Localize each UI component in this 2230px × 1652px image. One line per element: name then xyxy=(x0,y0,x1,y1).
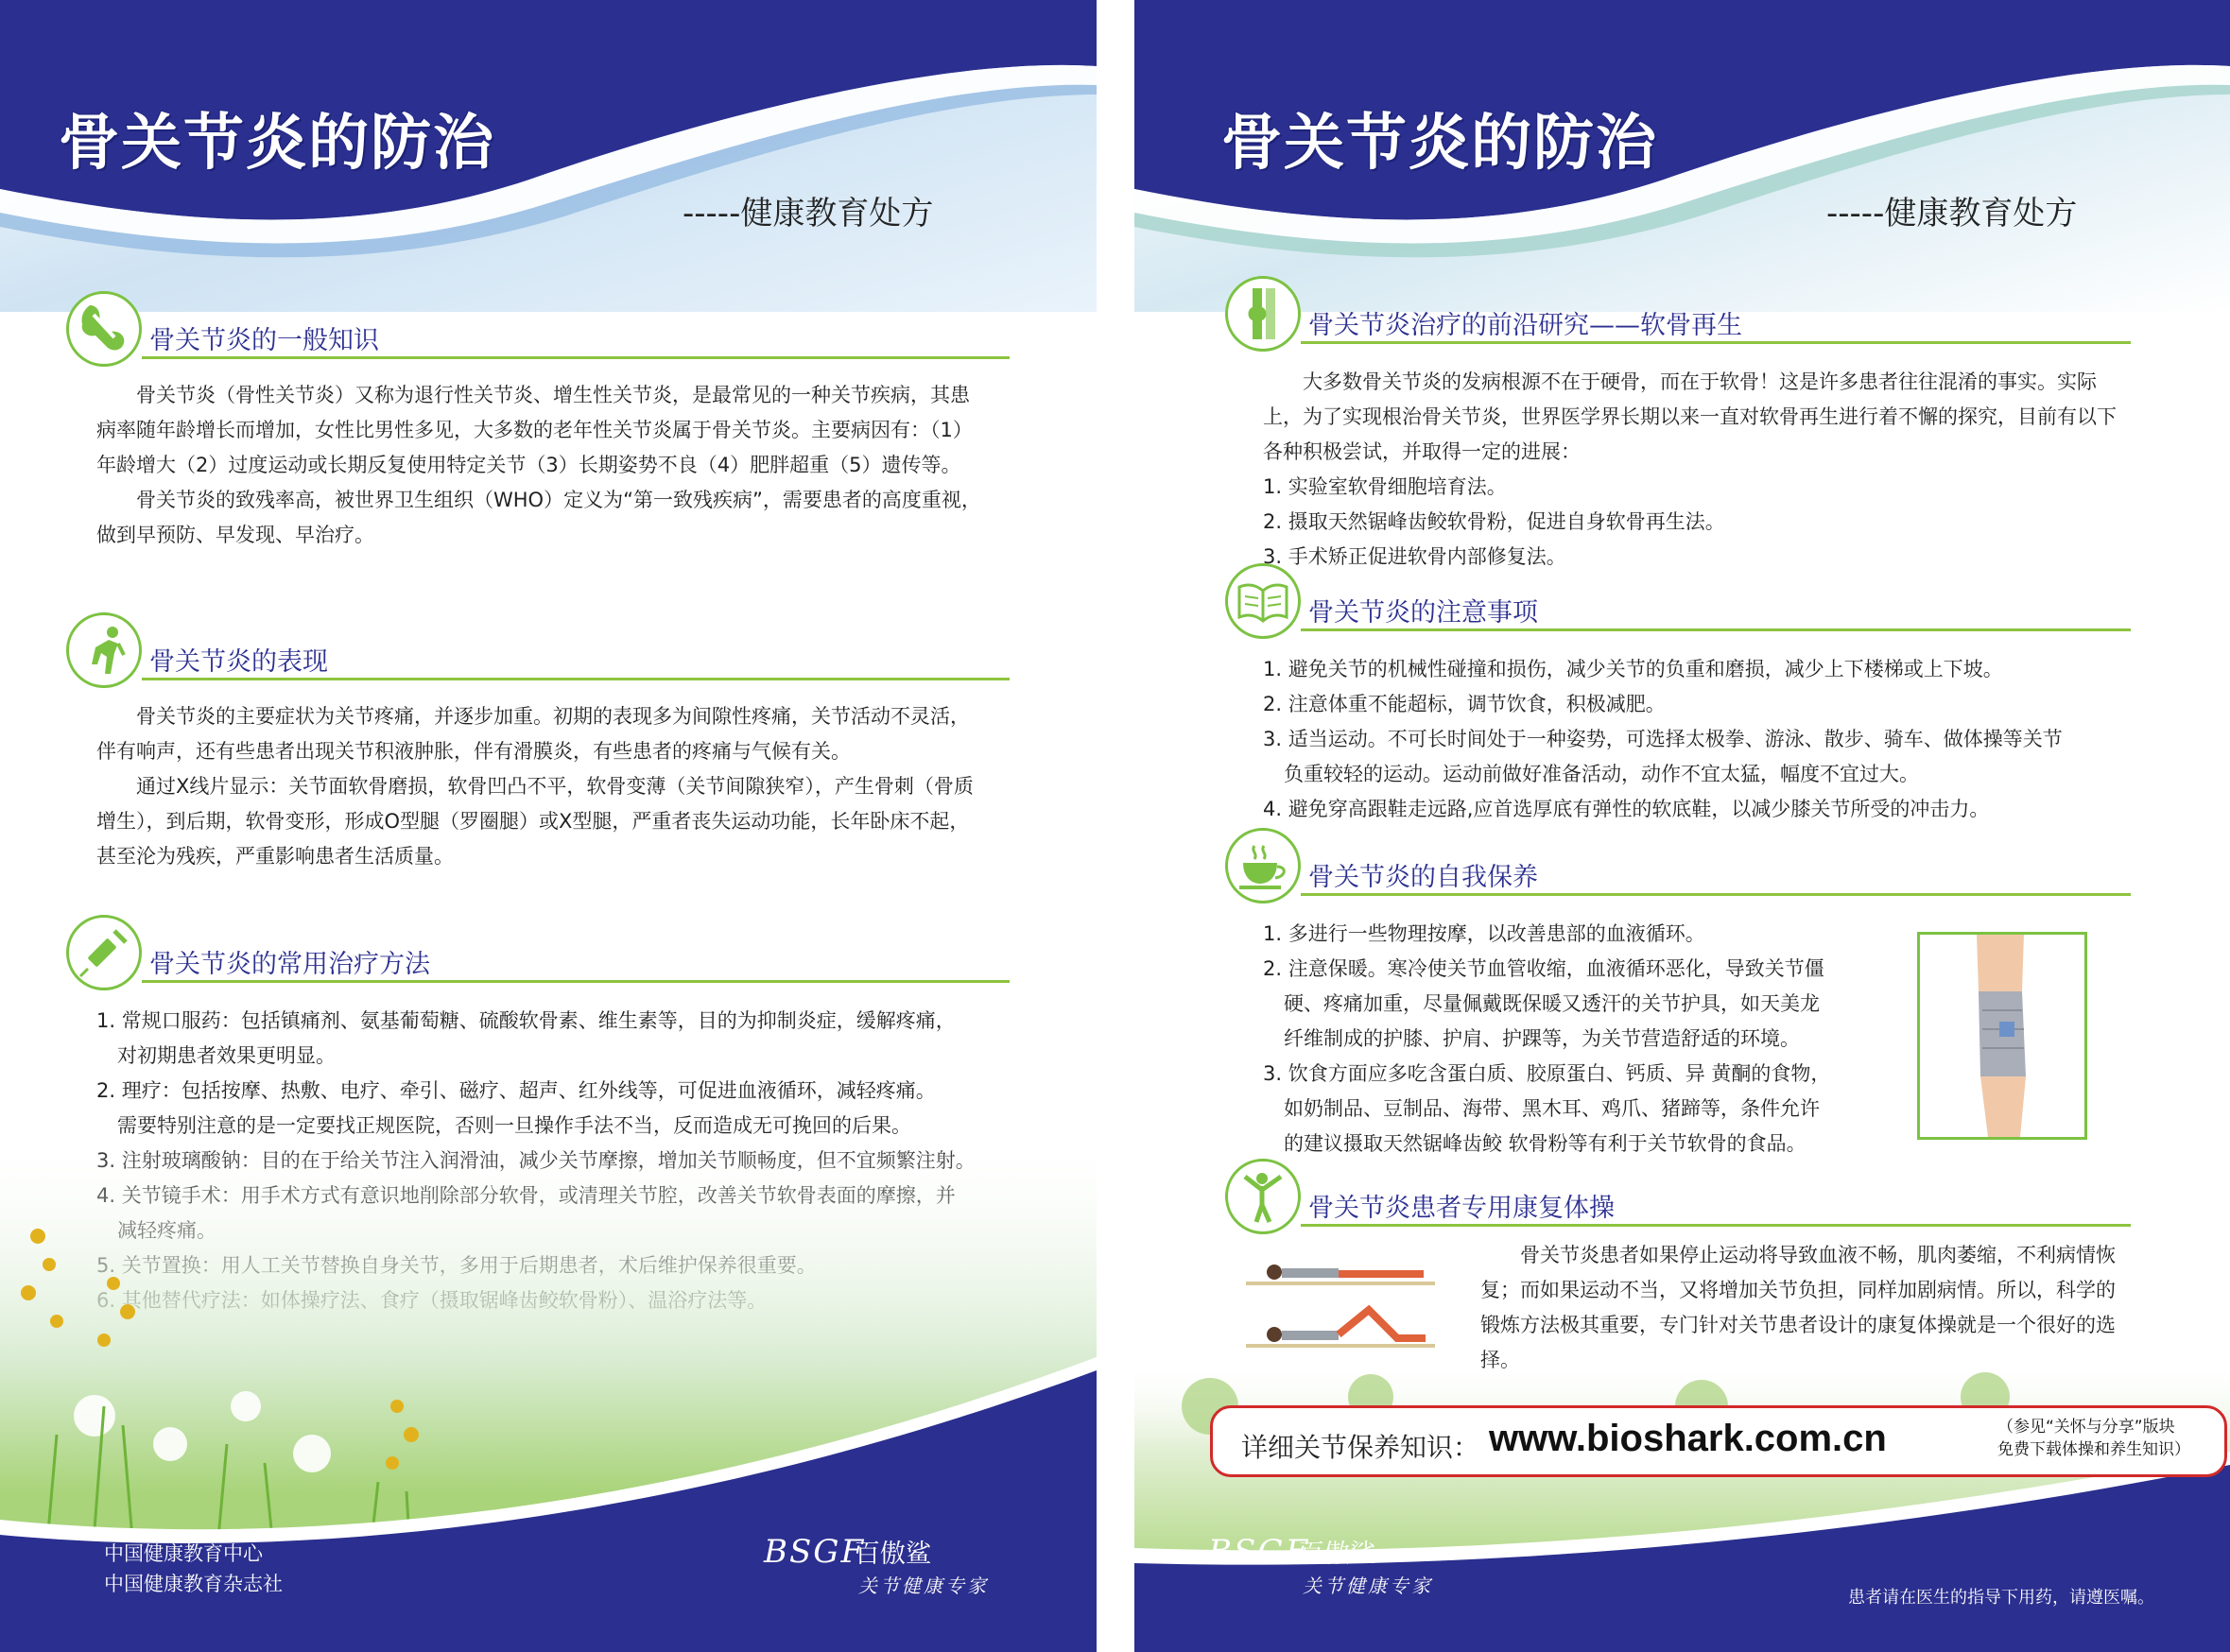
logo-mark: BSGF xyxy=(764,1533,866,1571)
list-item: 1. 多进行一些物理按摩，以改善患部的血液循环。 xyxy=(1263,922,1705,945)
knee-joint-icon xyxy=(66,291,142,367)
section-divider xyxy=(1301,893,2131,896)
knee-support-photo xyxy=(1917,932,2087,1140)
section-cartilage-research xyxy=(1225,276,2131,575)
page-gutter xyxy=(1097,0,1134,1652)
section-title: 骨关节炎的常用治疗方法 xyxy=(149,950,430,979)
section-symptoms xyxy=(66,612,1010,874)
section-divider xyxy=(142,356,1010,359)
list-item: 2. 摄取天然锯峰齿鲛软骨粉，促进自身软骨再生法。 xyxy=(1263,510,1725,533)
section-divider xyxy=(142,678,1010,680)
section-title: 骨关节炎的表现 xyxy=(149,647,328,677)
logo-name: 百傲鲨 xyxy=(855,1540,931,1569)
section-title: 骨关节炎治疗的前沿研究——软骨再生 xyxy=(1308,311,1742,340)
list-item: 3. 手术矫正促进软骨内部修复法。 xyxy=(1263,545,1566,568)
list-item: 2. 注意保暖。寒冷使关节血管收缩，血液循环恶化，导致关节僵 硬、疼痛加重，尽量佩戴既保暖又透汗的关节护具，如天美龙 纤维制成的护膝、护肩、护踝等，为关节营造舒适的环境。 xyxy=(1263,957,1824,1050)
right-page xyxy=(1134,0,2230,1652)
org-line: 中国健康教育杂志社 xyxy=(104,1573,283,1595)
list-item: 2. 注意体重不能超标，调节饮食，积极减肥。 xyxy=(1263,693,1666,715)
section-precautions xyxy=(1225,563,2131,827)
list-item: 1. 避免关节的机械性碰撞和损伤，减少关节的负重和磨损，减少上下楼梯或上下坡。 xyxy=(1263,658,2003,680)
brand-logo xyxy=(764,1533,1010,1609)
body-paragraph: 通过X线片显示：关节面软骨磨损，软骨凹凸不平，软骨变薄（关节间隙狭窄），产生骨刺（骨质增生），到后期，软骨变形，形成O型腿（罗圈腿）或X型腿，严重者丧失运动功能，长年卧床不起，甚至沦为残疾，严重影响患者生活质量。 xyxy=(96,775,974,868)
section-divider xyxy=(1301,628,2131,631)
section-title: 骨关节炎患者专用康复体操 xyxy=(1308,1194,1615,1223)
knee-brace-image xyxy=(1920,935,2084,1137)
banner-note: （参见“关怀与分享”版块 免费下载体操和养生知识） xyxy=(1997,1418,2190,1459)
disclaimer-text: 患者请在医生的指导下用药，请遵医嘱。 xyxy=(1848,1588,2154,1608)
section-divider xyxy=(1301,341,2131,344)
bent-person-icon xyxy=(66,612,142,688)
body-paragraph: 骨关节炎的主要症状为关节疼痛，并逐步加重。初期的表现多为间隙性疼痛，关节活动不灵活，伴有响声，还有些患者出现关节积液肿胀，伴有滑膜炎，有些患者的疼痛与气候有关。 xyxy=(96,705,970,763)
list-item: 1. 常规口服药：包括镇痛剂、氨基葡萄糖、硫酸软骨素、维生素等，目的为抑制炎症，缓解疼痛， 对初期患者效果更明显。 xyxy=(96,1009,956,1067)
list-item: 1. 实验室软骨细胞培育法。 xyxy=(1263,475,1507,498)
list-item: 3. 适当运动。不可长时间处于一种姿势，可选择太极拳、游泳、散步、骑车、做体操等关节 负重较轻的运动。运动前做好准备活动，动作不宜太猛，幅度不宜过大。 xyxy=(1263,728,2063,785)
list-item: 4. 避免穿高跟鞋走远路,应首选厚底有弹性的软底鞋，以减少膝关节所受的冲击力。 xyxy=(1263,798,1990,820)
left-page xyxy=(0,0,1097,1652)
logo-tagline: 关节健康专家 xyxy=(1303,1575,1433,1597)
page-title: 骨关节炎的防治 xyxy=(1221,109,1658,179)
syringe-icon xyxy=(66,915,142,990)
section-title: 骨关节炎的一般知识 xyxy=(149,326,379,355)
body-paragraph: 骨关节炎患者如果停止运动将导致血液不畅，肌肉萎缩，不利病情恢复；而如果运动不当，又将增加关节负担，同样加剧病情。所以，科学的锻炼方法极其重要，专门针对关节患者设计的康复体操就是一个很好的选 xyxy=(1480,1244,2116,1336)
logo-tagline: 关节健康专家 xyxy=(858,1575,989,1597)
brand-logo xyxy=(1208,1533,1454,1609)
body-paragraph: 骨关节炎（骨性关节炎）又称为退行性关节炎、增生性关节炎，是最常见的一种关节疾病，其患病率随年龄增长而增加，女性比男性多见，大多数的老年性关节炎属于骨关节炎。主要病因有：（1）年龄增大（2）过度运动或长期反复使用特定关节（3）长期姿势不良（4）肥胖超重（5）遗传等。 xyxy=(96,384,973,476)
section-divider xyxy=(142,980,1010,983)
section-title: 骨关节炎的注意事项 xyxy=(1308,598,1538,628)
list-item: 2. 理疗：包括按摩、热敷、电疗、牵引、磁疗、超声、红外线等，可促进血液循环，减轻疼痛。 xyxy=(96,1079,936,1102)
tea-cup-icon xyxy=(1225,828,1301,903)
body-paragraph: 骨关节炎的致残率高，被世界卫生组织（WHO）定义为“第一致残疾病”，需要患者的高度重视，做到早预防、早发现、早治疗。 xyxy=(96,489,981,546)
leg-joint-icon xyxy=(1225,276,1301,352)
logo-mark: BSGF xyxy=(1208,1533,1310,1571)
body-paragraph: 大多数骨关节炎的发病根源不在于硬骨，而在于软骨！这是许多患者往往混淆的事实。实际上，为了实现根治骨关节炎，世界医学界长期以来一直对软骨再生进行着不懈的探究，目前有以下各种积极尝试，并取得一定的进展： xyxy=(1263,370,2117,463)
page-subtitle: -----健康教育处方 xyxy=(1826,195,2078,232)
logo-name: 百傲鲨 xyxy=(1299,1540,1375,1569)
list-item: 3. 饮食方面应多吃含蛋白质、胶原蛋白、钙质、异 黄酮的食物， 如奶制品、豆制品、海带、黑木耳、鸡爪、猪蹄等，条件允许 的建议摄取天然锯峰齿鲛 软骨粉等有利于关节软骨的食品。 xyxy=(1263,1062,1831,1155)
footer-organization xyxy=(104,1539,283,1599)
org-line: 中国健康教育中心 xyxy=(104,1542,263,1565)
banner-label: 详细关节保养知识： xyxy=(1241,1432,1480,1463)
section-title: 骨关节炎的自我保养 xyxy=(1308,863,1538,892)
section-general-knowledge xyxy=(66,291,1010,553)
website-banner xyxy=(1210,1405,2227,1477)
website-link[interactable]: www.bioshark.com.cn xyxy=(1489,1418,1887,1459)
page-subtitle: -----健康教育处方 xyxy=(683,195,934,232)
open-book-icon xyxy=(1225,563,1301,639)
page-title: 骨关节炎的防治 xyxy=(59,109,495,179)
